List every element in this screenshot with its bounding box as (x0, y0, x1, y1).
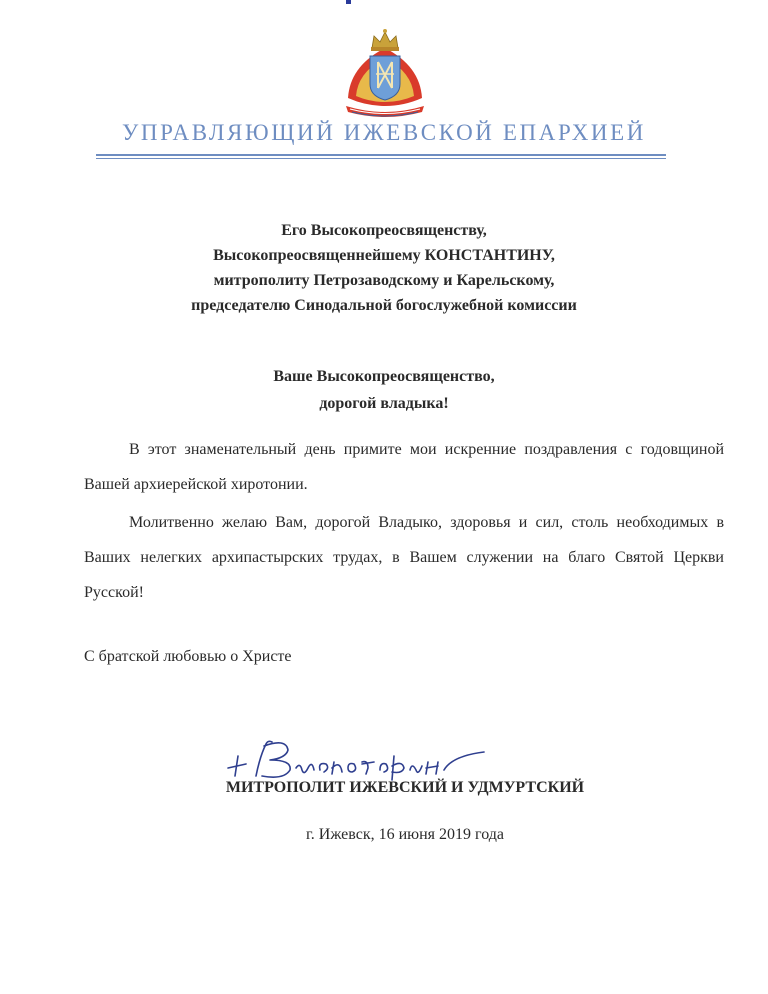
signer-title: МИТРОПОЛИТ ИЖЕВСКИЙ И УДМУРТСКИЙ (225, 779, 585, 796)
letter-body (84, 432, 724, 613)
top-edge-mark (346, 0, 351, 4)
addressee-block (0, 218, 768, 318)
letterhead-rule-thin (96, 158, 666, 159)
addressee-line: Высокопреосвященнейшему КОНСТАНТИНУ, (213, 247, 555, 264)
addressee-line: председателю Синодальной богослужебной комиссии (191, 297, 577, 314)
letterhead-title: УПРАВЛЯЮЩИЙ ИЖЕВСКОЙ ЕПАРХИЕЙ (122, 120, 646, 145)
letterhead-rule-thick (96, 154, 666, 156)
body-paragraph: Молитвенно желаю Вам, дорогой Владыко, здоровья и сил, столь необходимых в Ваших нелегких архипастырских трудах, в Вашем служении на благо Святой Церкви Русской! (84, 514, 724, 601)
salutation-block (0, 363, 768, 417)
salutation-line: Ваше Высокопреосвященство, (273, 368, 495, 385)
place-and-date: г. Ижевск, 16 июня 2019 года (306, 826, 504, 843)
addressee-line: митрополиту Петрозаводскому и Карельскому, (213, 272, 555, 289)
closing-phrase: С братской любовью о Христе (84, 648, 292, 665)
addressee-line: Его Высокопреосвященству, (281, 222, 487, 239)
salutation-line: дорогой владыка! (319, 395, 449, 412)
body-paragraph: В этот знаменательный день примите мои искренние поздравления с годовщиной Вашей архиерейской хиротонии. (84, 441, 724, 493)
diocese-coat-of-arms-icon (340, 26, 430, 118)
